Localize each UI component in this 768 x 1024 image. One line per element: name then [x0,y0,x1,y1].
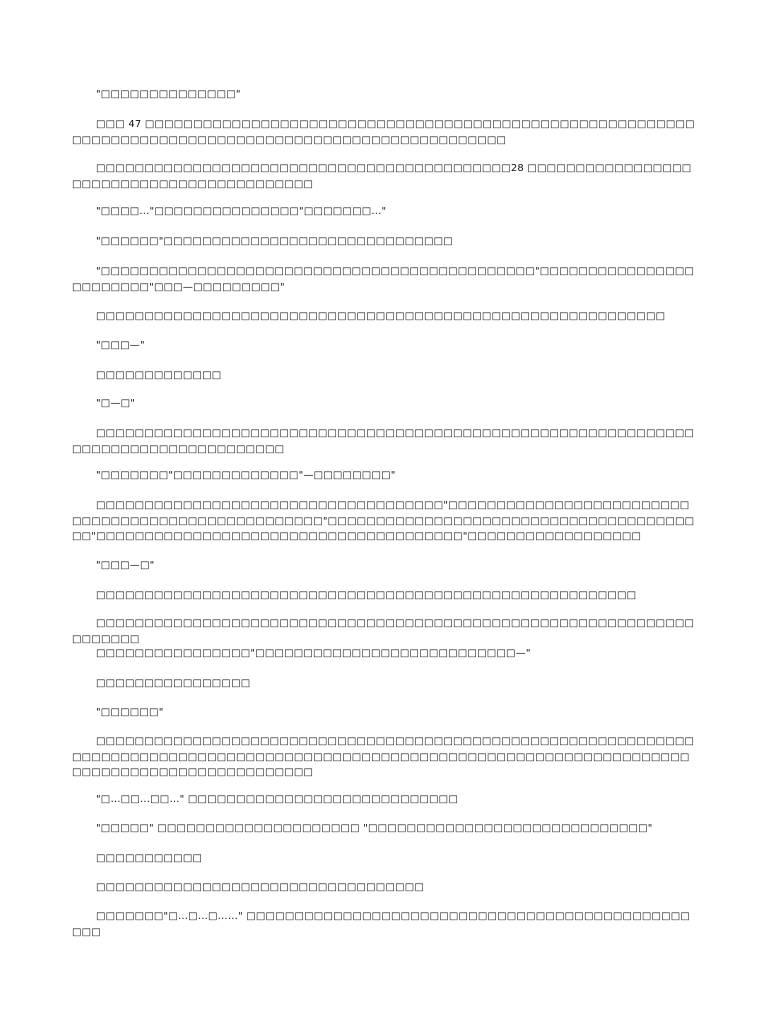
paragraph-17: □□□□□□□□□□□□□□□□"□□□□□□□□□□□□□□□□□□□□□□□□□□□—" [96,648,531,659]
paragraph-11: □□□□□□□□□□□□□□□□□□□□□□□□□□□□□□□□□□□□□□□□□□□□□□□□□□□□□□□□□□□□□□□□□□□□□□□□□□□□□□□□□□□□ [72,428,695,455]
paragraph-3: □□□□□□□□□□□□□□□□□□□□□□□□□□□□□□□□□□□□□□□□□□□28 □□□□□□□□□□□□□□□□□□□□□□□□□□□□□□□□□□□□□□□□□□ [72,163,692,190]
paragraph-14: "□□□—□" [96,560,155,571]
paragraph-6: "□□□□□□□□□□□□□□□□□□□□□□□□□□□□□□□□□□□□□□□□□□□□□"□□□□□□□□□□□□□□□□□□□□□□□□"□□□—□□□□□□□□□" [72,266,695,293]
paragraph-1: "□□□□□□□□□□□□□□" [96,89,241,100]
paragraph-21: "□…□□…□□…" □□□□□□□□□□□□□□□□□□□□□□□□□□□□ [96,794,458,805]
paragraph-20: □□□□□□□□□□□□□□□□□□□□□□□□□□□□□□□□□□□□□□□□□□□□□□□□□□□□□□□□□□□□□□□□□□□□□□□□□□□□□□□□□□□□□□□□□□□□□□□□□□□□□□□□□□□□□□□□□□□□□□□□□□□□□□□□□□□□□□□□□□□□□□□□□□□□□□□ [72,736,695,778]
paragraph-12: "□□□□□□□"□□□□□□□□□□□□□"—□□□□□□□□" [96,470,396,481]
paragraph-10: "□—□" [96,398,136,409]
paragraph-23: □□□□□□□□□□□ [96,853,203,864]
paragraph-18: □□□□□□□□□□□□□□□□ [96,678,251,689]
paragraph-15: □□□□□□□□□□□□□□□□□□□□□□□□□□□□□□□□□□□□□□□□□□□□□□□□□□□□□□□□ [96,590,637,601]
paragraph-16: □□□□□□□□□□□□□□□□□□□□□□□□□□□□□□□□□□□□□□□□□□□□□□□□□□□□□□□□□□□□□□□□□□□□□ [72,618,695,645]
paragraph-19: "□□□□□□" [96,707,164,718]
paragraph-22: "□□□□□" □□□□□□□□□□□□□□□□□□□□□ "□□□□□□□□□□□□□□□□□□□□□□□□□□□□□" [96,823,653,834]
paragraph-25: □□□□□□□"□…□…□……" □□□□□□□□□□□□□□□□□□□□□□□□□□□□□□□□□□□□□□□□□□□□□□□□□ [72,911,691,938]
paragraph-7: □□□□□□□□□□□□□□□□□□□□□□□□□□□□□□□□□□□□□□□□□□□□□□□□□□□□□□□□□□□ [96,311,666,322]
paragraph-5: "□□□□□□"□□□□□□□□□□□□□□□□□□□□□□□□□□□□□□ [96,236,453,247]
paragraph-13: □□□□□□□□□□□□□□□□□□□□□□□□□□□□□□□□□□□□"□□□□□□□□□□□□□□□□□□□□□□□□□□□□□□□□□□□□□□□□□□□□□□□□□□□"□□□□□□□□□□□□□□□□□□□□□□□□□□□□□□□□□□□□□□□□"□□□□□□□□□□□□□□□□□□□□□□□□□□□□□□□□□□□□□□"□□□□□□□□□□□□□□□□□□ [72,500,695,542]
paragraph-8: "□□□—" [96,340,145,351]
paragraph-9: □□□□□□□□□□□□□ [96,370,222,381]
paragraph-4: "□□□□..."□□□□□□□□□□□□□□□"□□□□□□□..." [96,206,387,217]
paragraph-2: □□□ 47 □□□□□□□□□□□□□□□□□□□□□□□□□□□□□□□□□□□□□□□□□□□□□□□□□□□□□□□□□□□□□□□□□□□□□□□□□□□□□□□□□□□□□□□□□□□□□□□□□□□□□□ [72,119,695,146]
paragraph-24: □□□□□□□□□□□□□□□□□□□□□□□□□□□□□□□□□□ [96,882,425,893]
